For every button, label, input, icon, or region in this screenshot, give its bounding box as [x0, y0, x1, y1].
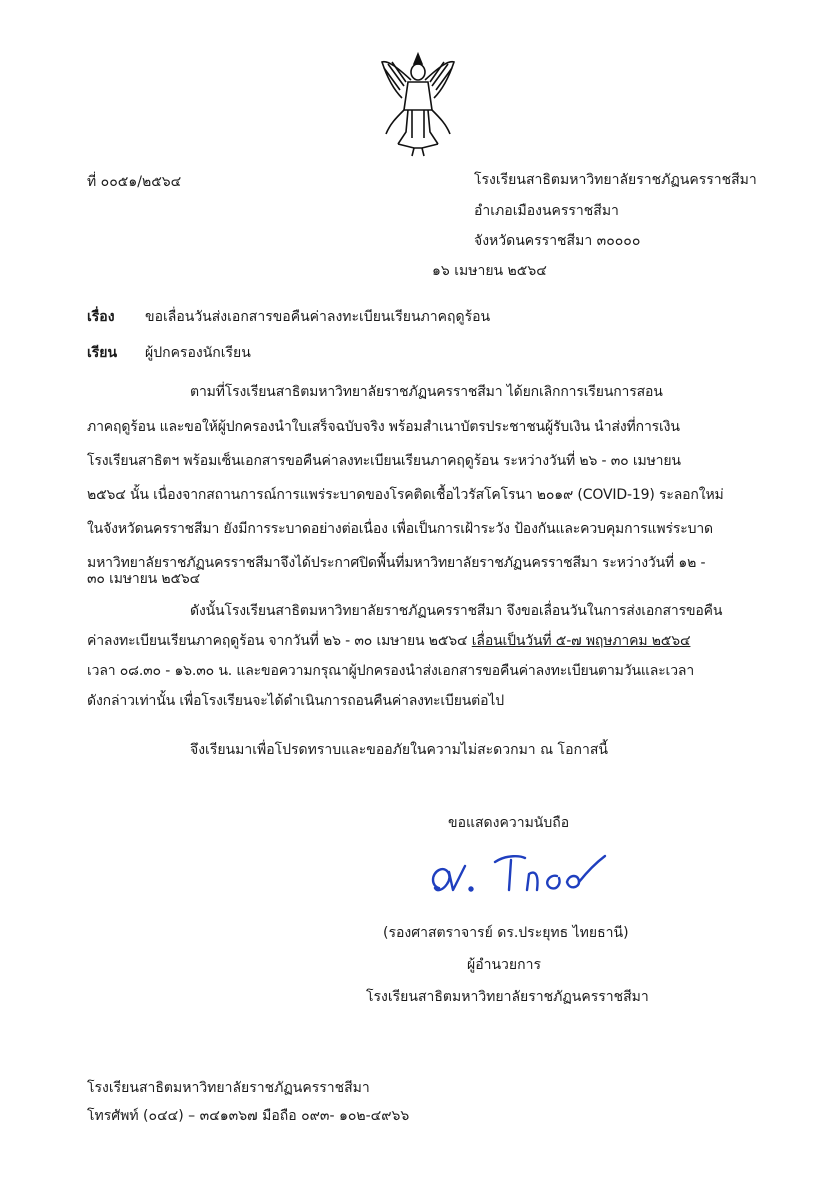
paragraph-line: ๓๐ เมษายน ๒๕๖๔	[87, 571, 201, 587]
postponed-date-underlined: เลื่อนเป็นวันที่ ๕-๗ พฤษภาคม ๒๕๖๔	[471, 633, 691, 649]
document-date: ๑๖ เมษายน ๒๕๖๔	[432, 263, 547, 279]
salutation: ขอแสดงความนับถือ	[448, 815, 570, 831]
paragraph-line	[87, 630, 690, 652]
paragraph-line: ตามที่โรงเรียนสาธิตมหาวิทยาลัยราชภัฏนครราชสีมา ได้ยกเลิกการเรียนการสอน	[190, 384, 663, 400]
signature	[425, 848, 615, 898]
sender-address-line1: โรงเรียนสาธิตมหาวิทยาลัยราชภัฏนครราชสีมา	[474, 172, 757, 188]
subject-text: ขอเลื่อนวันส่งเอกสารขอคืนค่าลงทะเบียนเรียนภาคฤดูร้อน	[145, 309, 491, 325]
footer-contact: โทรศัพท์ (๐๔๔) – ๓๔๑๓๖๗ มือถือ ๐๙๓- ๑๐๒-๔๙๖๖	[87, 1108, 410, 1124]
garuda-emblem-icon	[378, 48, 458, 160]
recipient-text: ผู้ปกครองนักเรียน	[145, 345, 251, 361]
signer-position: ผู้อำนวยการ	[467, 957, 541, 973]
paragraph-line: มหาวิทยาลัยราชภัฏนครราชสีมาจึงได้ประกาศปิดพื้นที่มหาวิทยาลัยราชภัฏนครราชสีมา ระหว่างวันที่ ๑๒ -	[87, 555, 706, 571]
paragraph-line: ในจังหวัดนครราชสีมา ยังมีการระบาดอย่างต่อเนื่อง เพื่อเป็นการเฝ้าระวัง ป้องกันและควบคุมการแพร่ระบาด	[87, 521, 713, 537]
sender-address-line3: จังหวัดนครราชสีมา ๓๐๐๐๐	[474, 233, 641, 249]
signer-organization: โรงเรียนสาธิตมหาวิทยาลัยราชภัฏนครราชสีมา	[366, 989, 649, 1005]
paragraph-line: โรงเรียนสาธิตฯ พร้อมเซ็นเอกสารขอคืนค่าลงทะเบียนเรียนภาคฤดูร้อน ระหว่างวันที่ ๒๖ - ๓๐ เมษายน	[87, 453, 681, 469]
signer-name: (รองศาสตราจารย์ ดร.ประยุทธ ไทยธานี)	[383, 925, 629, 941]
document-number: ที่ ๐๐๕๑/๒๕๖๔	[87, 174, 182, 190]
subject-label: เรื่อง	[87, 309, 115, 325]
footer-organization: โรงเรียนสาธิตมหาวิทยาลัยราชภัฏนครราชสีมา	[87, 1080, 370, 1096]
paragraph-line: เวลา ๐๘.๓๐ - ๑๖.๓๐ น. และขอความกรุณาผู้ปกครองนำส่งเอกสารขอคืนค่าลงทะเบียนตามวันและเวลา	[87, 663, 695, 679]
recipient-label: เรียน	[87, 345, 118, 361]
paragraph-line: ภาคฤดูร้อน และขอให้ผู้ปกครองนำใบเสร็จฉบับจริง พร้อมสำเนาบัตรประชาชนผู้รับเงิน นำส่งที่การเงิน	[87, 419, 680, 435]
paragraph-line: ดังนั้นโรงเรียนสาธิตมหาวิทยาลัยราชภัฏนครราชสีมา จึงขอเลื่อนวันในการส่งเอกสารขอคืน	[190, 603, 723, 619]
closing-sentence: จึงเรียนมาเพื่อโปรดทราบและขออภัยในความไม่สะดวกมา ณ โอกาสนี้	[190, 742, 608, 758]
sender-address-line2: อำเภอเมืองนครราชสีมา	[474, 203, 619, 219]
paragraph-line: ดังกล่าวเท่านั้น เพื่อโรงเรียนจะได้ดำเนินการถอนคืนค่าลงทะเบียนต่อไป	[87, 693, 504, 709]
paragraph-line: ๒๕๖๔ นั้น เนื่องจากสถานการณ์การแพร่ระบาดของโรคติดเชื้อไวรัสโคโรนา ๒๐๑๙ (COVID-19) ระลอกใหม่	[87, 487, 724, 503]
paragraph-text: ค่าลงทะเบียนเรียนภาคฤดูร้อน จากวันที่ ๒๖ - ๓๐ เมษายน ๒๕๖๔	[87, 633, 472, 649]
